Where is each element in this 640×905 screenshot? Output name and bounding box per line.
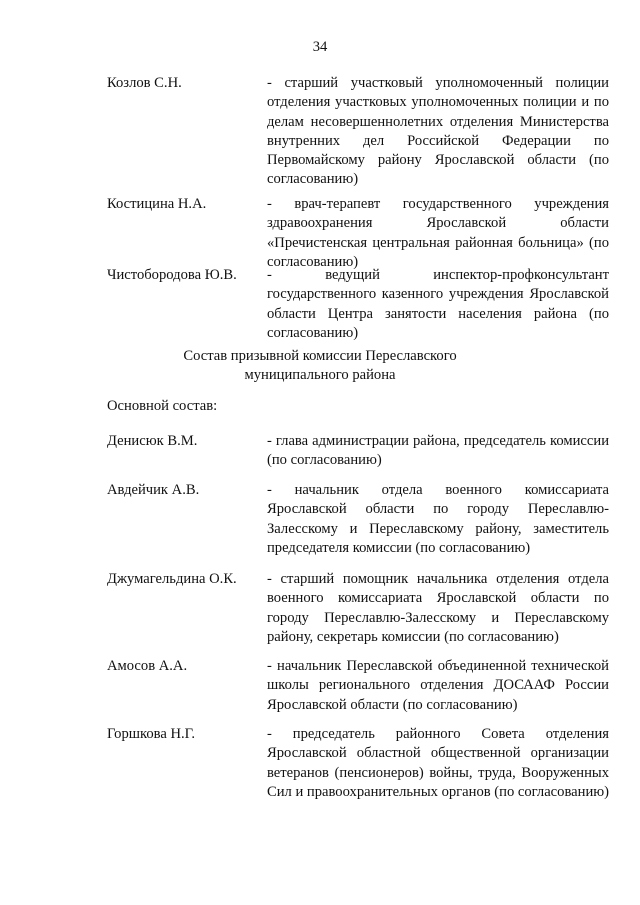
section-heading xyxy=(0,347,640,386)
member-name: Джумагельдина О.К. xyxy=(107,571,237,587)
member-name: Костицина Н.А. xyxy=(107,196,207,212)
member-description: - глава администрации района, председатель комиссии (по согласованию) xyxy=(267,433,609,469)
member-description: - председатель районного Совета отделения Ярославской областной общественной организации ветеранов (пенсионеров) войны, труда, Вооруженных Сил и правоохранительных органов (по согласованию) xyxy=(267,726,610,800)
member-description: - начальник Переславской объединенной технической школы регионального отделения ДОСААФ России Ярославской области (по согласованию) xyxy=(267,658,609,713)
section-heading-line-1: Состав призывной комиссии Переславского xyxy=(183,348,457,364)
section-heading-line-2: муниципального района xyxy=(244,367,396,384)
member-description: - начальник отдела военного комиссариата Ярославской области по городу Переславлю-Залесскому и Переславскому району, заместитель председателя комиссии (по согласованию) xyxy=(267,482,609,556)
member-name: Амосов А.А. xyxy=(107,658,188,674)
main-composition-label: Основной состав: xyxy=(107,398,218,414)
member-name: Чистобородова Ю.В. xyxy=(107,267,237,283)
member-name: Козлов С.Н. xyxy=(107,75,182,91)
member-description: - врач-терапевт государственного учреждения здравоохранения Ярославской области «Пречистенская центральная районная больница» (по согласованию) xyxy=(267,196,609,270)
member-name: Авдейчик А.В. xyxy=(107,482,200,498)
member-description: - старший участковый уполномоченный полиции отделения участковых уполномоченных полиции и по делам несовершеннолетних отделения Министерства внутренних дел Российской Федерации по Первомайскому району Ярославской области (по согласованию) xyxy=(267,75,609,188)
member-description: - старший помощник начальника отделения отдела военного комиссариата Ярославской области по городу Переславлю-Залесскому и Переславскому району, секретарь комиссии (по согласованию) xyxy=(267,571,609,645)
page-number: 34 xyxy=(312,39,328,55)
member-name: Денисюк В.М. xyxy=(107,433,198,449)
member-description: - ведущий инспектор-профконсультант государственного казенного учреждения Ярославской области Центра занятости населения района (по согласованию) xyxy=(267,267,609,341)
member-name: Горшкова Н.Г. xyxy=(107,726,196,742)
